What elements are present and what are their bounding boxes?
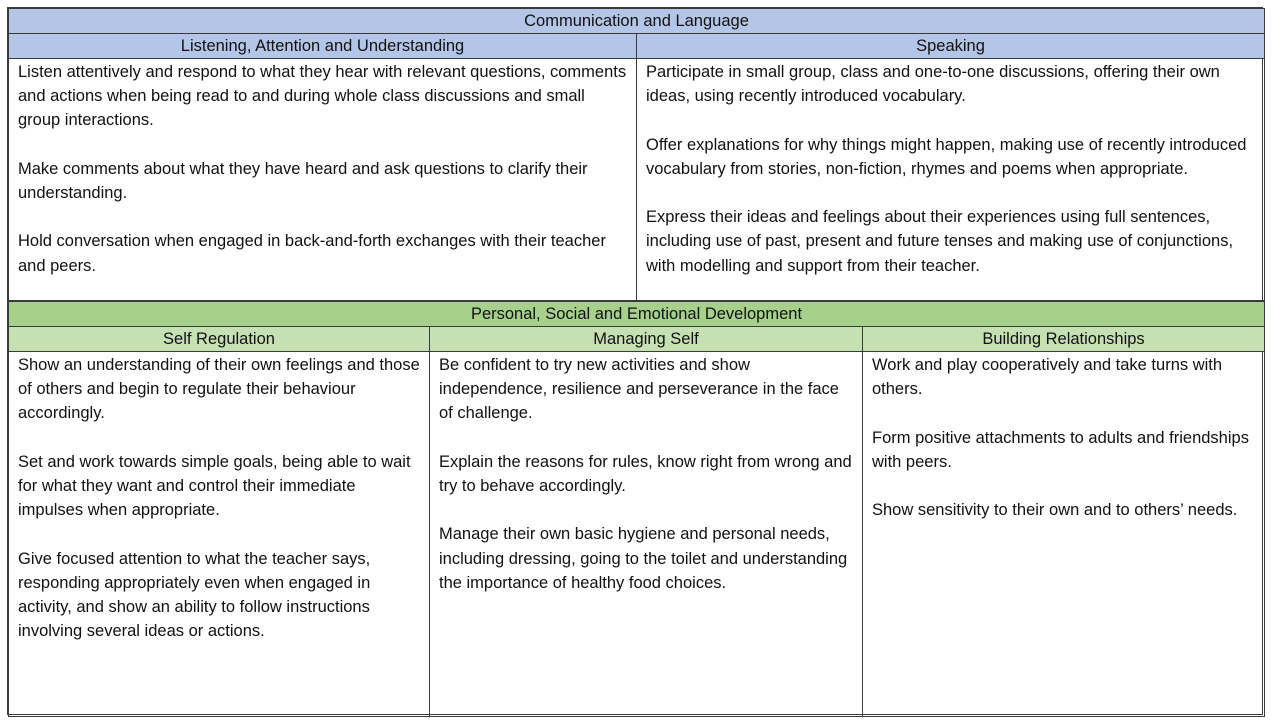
- listening-goals-cell: [9, 59, 637, 301]
- goal-text: Make comments about what they have heard and ask questions to clarify their understanding.: [18, 159, 588, 202]
- column-heading-building-relationships: Building Relationships: [863, 327, 1265, 352]
- goal-text: Express their ideas and feelings about their experiences using full sentences, including use of past, present and future tenses and making use of conjunctions, with modelling and support from their teacher.: [646, 208, 1234, 275]
- section-title-communication: Communication and Language: [9, 9, 1265, 34]
- column-heading-self-regulation: Self Regulation: [9, 327, 430, 352]
- goal-text: Form positive attachments to adults and friendships with peers.: [872, 428, 1249, 471]
- goal-text: Offer explanations for why things might happen, making use of recently introduced vocabulary from stories, non-fiction, rhymes and poems when appropriate.: [646, 135, 1247, 178]
- building-relationships-goals-cell: [863, 352, 1265, 717]
- curriculum-document: [7, 7, 1263, 715]
- managing-self-goals-cell: [430, 352, 863, 717]
- speaking-goals-cell: [637, 59, 1265, 301]
- column-heading-listening: Listening, Attention and Understanding: [9, 34, 637, 59]
- goal-text: Set and work towards simple goals, being able to wait for what they want and control their immediate impulses when appropriate.: [18, 452, 411, 520]
- column-heading-speaking: Speaking: [637, 34, 1265, 59]
- goal-text: Listen attentively and respond to what they hear with relevant questions, comments and actions when being read to and during whole class discussions and small group interactions.: [18, 63, 627, 130]
- communication-language-table: [8, 8, 1265, 301]
- goal-text: Give focused attention to what the teacher says, responding appropriately even when engaged in activity, and show an ability to follow instructions involving several ideas or actions.: [18, 549, 371, 641]
- goal-text: Be confident to try new activities and show independence, resilience and perseverance in the face of challenge.: [439, 356, 839, 423]
- goal-text: Manage their own basic hygiene and personal needs, including dressing, going to the toilet and understanding the importance of healthy food choices.: [439, 525, 848, 592]
- goal-text: Hold conversation when engaged in back-and-forth exchanges with their teacher and peers.: [18, 232, 606, 275]
- goal-text: Show an understanding of their own feelings and those of others and begin to regulate their behaviour accordingly.: [18, 356, 420, 423]
- section-title-psed: Personal, Social and Emotional Development: [9, 302, 1265, 327]
- goal-text: Explain the reasons for rules, know right from wrong and try to behave accordingly.: [439, 452, 852, 495]
- column-heading-managing-self: Managing Self: [430, 327, 863, 352]
- psed-table: [8, 301, 1265, 717]
- goal-text: Work and play cooperatively and take turns with others.: [872, 356, 1223, 399]
- goal-text: Participate in small group, class and one-to-one discussions, offering their own ideas, using recently introduced vocabulary.: [646, 63, 1220, 106]
- goal-text: Show sensitivity to their own and to others’ needs.: [872, 501, 1238, 520]
- self-regulation-goals-cell: [9, 352, 430, 717]
